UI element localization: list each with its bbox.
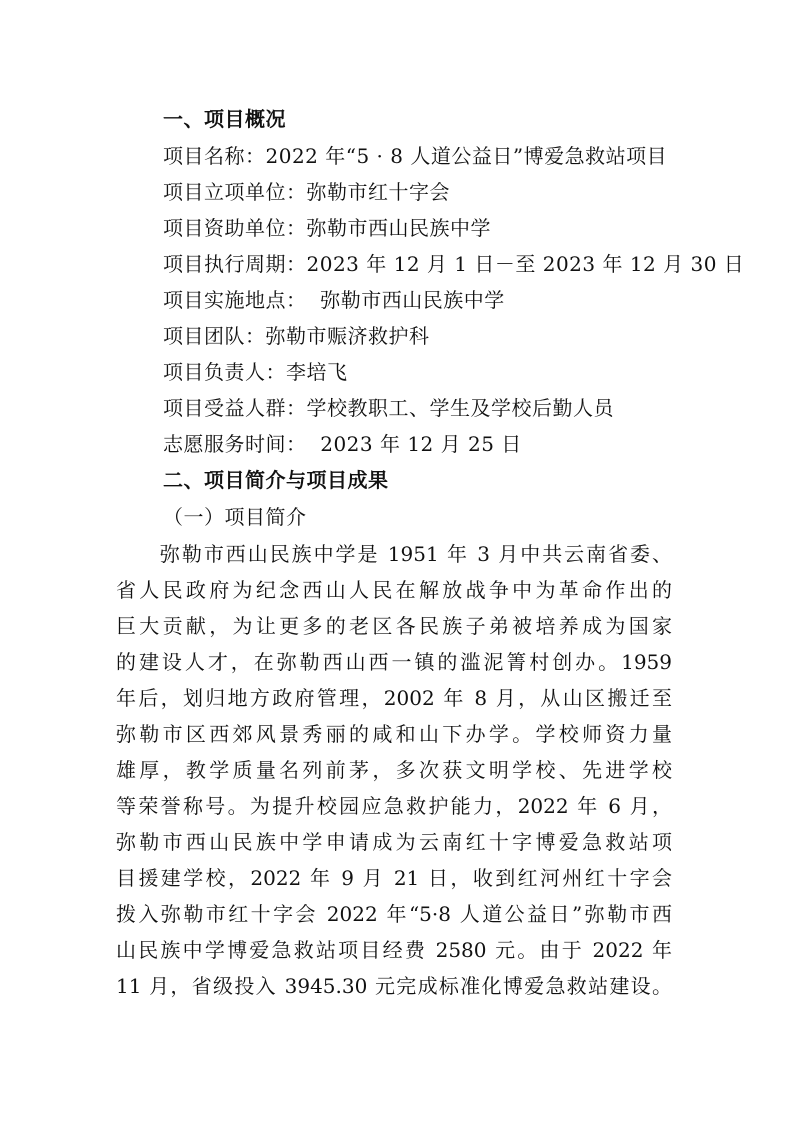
field-team: [163, 322, 430, 350]
field-label: 项目资助单位：: [163, 216, 307, 240]
paragraph-line: 弥勒市区西郊风景秀丽的咸和山下办学。学校师资力量: [116, 722, 672, 746]
paragraph-line: 弥勒市西山民族中学是 1951 年 3 月中共云南省委、: [116, 542, 672, 566]
paragraph-line: 11 月，省级投入 3945.30 元完成标准化博爱急救站建设。: [116, 974, 672, 998]
field-beneficiaries: [163, 394, 614, 422]
paragraph-line: 山民族中学博爱急救站项目经费 2580 元。由于 2022 年: [116, 938, 672, 962]
field-label: 项目执行周期：: [163, 252, 307, 276]
field-value: 李培飞: [286, 360, 348, 384]
field-value: 弥勒市西山民族中学: [306, 216, 491, 240]
field-value: 弥勒市红十字会: [306, 180, 450, 204]
paragraph-line: 雄厚，教学质量名列前茅，多次获文明学校、先进学校: [116, 758, 672, 782]
section-heading-intro-results: 二、项目简介与项目成果: [163, 468, 389, 492]
field-value: 弥勒市西山民族中学: [306, 288, 505, 312]
field-leader: [163, 358, 348, 386]
field-label: 项目负责人：: [163, 360, 286, 384]
field-execution-period: [163, 250, 744, 278]
field-value: 学校教职工、学生及学校后勤人员: [306, 396, 614, 420]
paragraph-line: 巨大贡献，为让更多的老区各民族子弟被培养成为国家: [116, 614, 672, 638]
paragraph-line: 弥勒市西山民族中学申请成为云南红十字博爱急救站项: [116, 830, 672, 854]
field-volunteer-time: [163, 430, 522, 458]
field-label: 志愿服务时间：: [163, 432, 307, 456]
subsection-heading-intro: （一）项目简介: [163, 505, 307, 529]
paragraph-line: 等荣誉称号。为提升校园应急救护能力，2022 年 6 月，: [116, 794, 672, 818]
paragraph-line: 省人民政府为纪念西山人民在解放战争中为革命作出的: [116, 578, 672, 602]
section-heading-overview: 一、项目概况: [163, 107, 286, 131]
paragraph-line: 的建设人才，在弥勒西山西一镇的滥泥箐村创办。1959: [116, 650, 672, 674]
paragraph-line: 拨入弥勒市红十字会 2022 年“5·8 人道公益日”弥勒市西: [116, 902, 672, 926]
field-label: 项目实施地点：: [163, 288, 307, 312]
field-label: 项目受益人群：: [163, 396, 307, 420]
field-value: 2023 年 12 月 25 日: [306, 432, 522, 456]
field-value: 2023 年 12 月 1 日－至 2023 年 12 月 30 日: [306, 252, 745, 276]
field-label: 项目团队：: [163, 324, 266, 348]
paragraph-line: 目援建学校，2022 年 9 月 21 日，收到红河州红十字会: [116, 866, 672, 890]
field-value: 2022 年“5 · 8 人道公益日”博爱急救站项目: [265, 144, 668, 168]
field-value: 弥勒市赈济救护科: [265, 324, 430, 348]
paragraph-line: 年后，划归地方政府管理，2002 年 8 月，从山区搬迁至: [116, 686, 672, 710]
field-label: 项目名称：: [163, 144, 266, 168]
field-project-name: [163, 142, 667, 170]
field-initiating-unit: [163, 178, 450, 206]
field-label: 项目立项单位：: [163, 180, 307, 204]
field-funding-unit: [163, 214, 491, 242]
field-location: [163, 286, 505, 314]
